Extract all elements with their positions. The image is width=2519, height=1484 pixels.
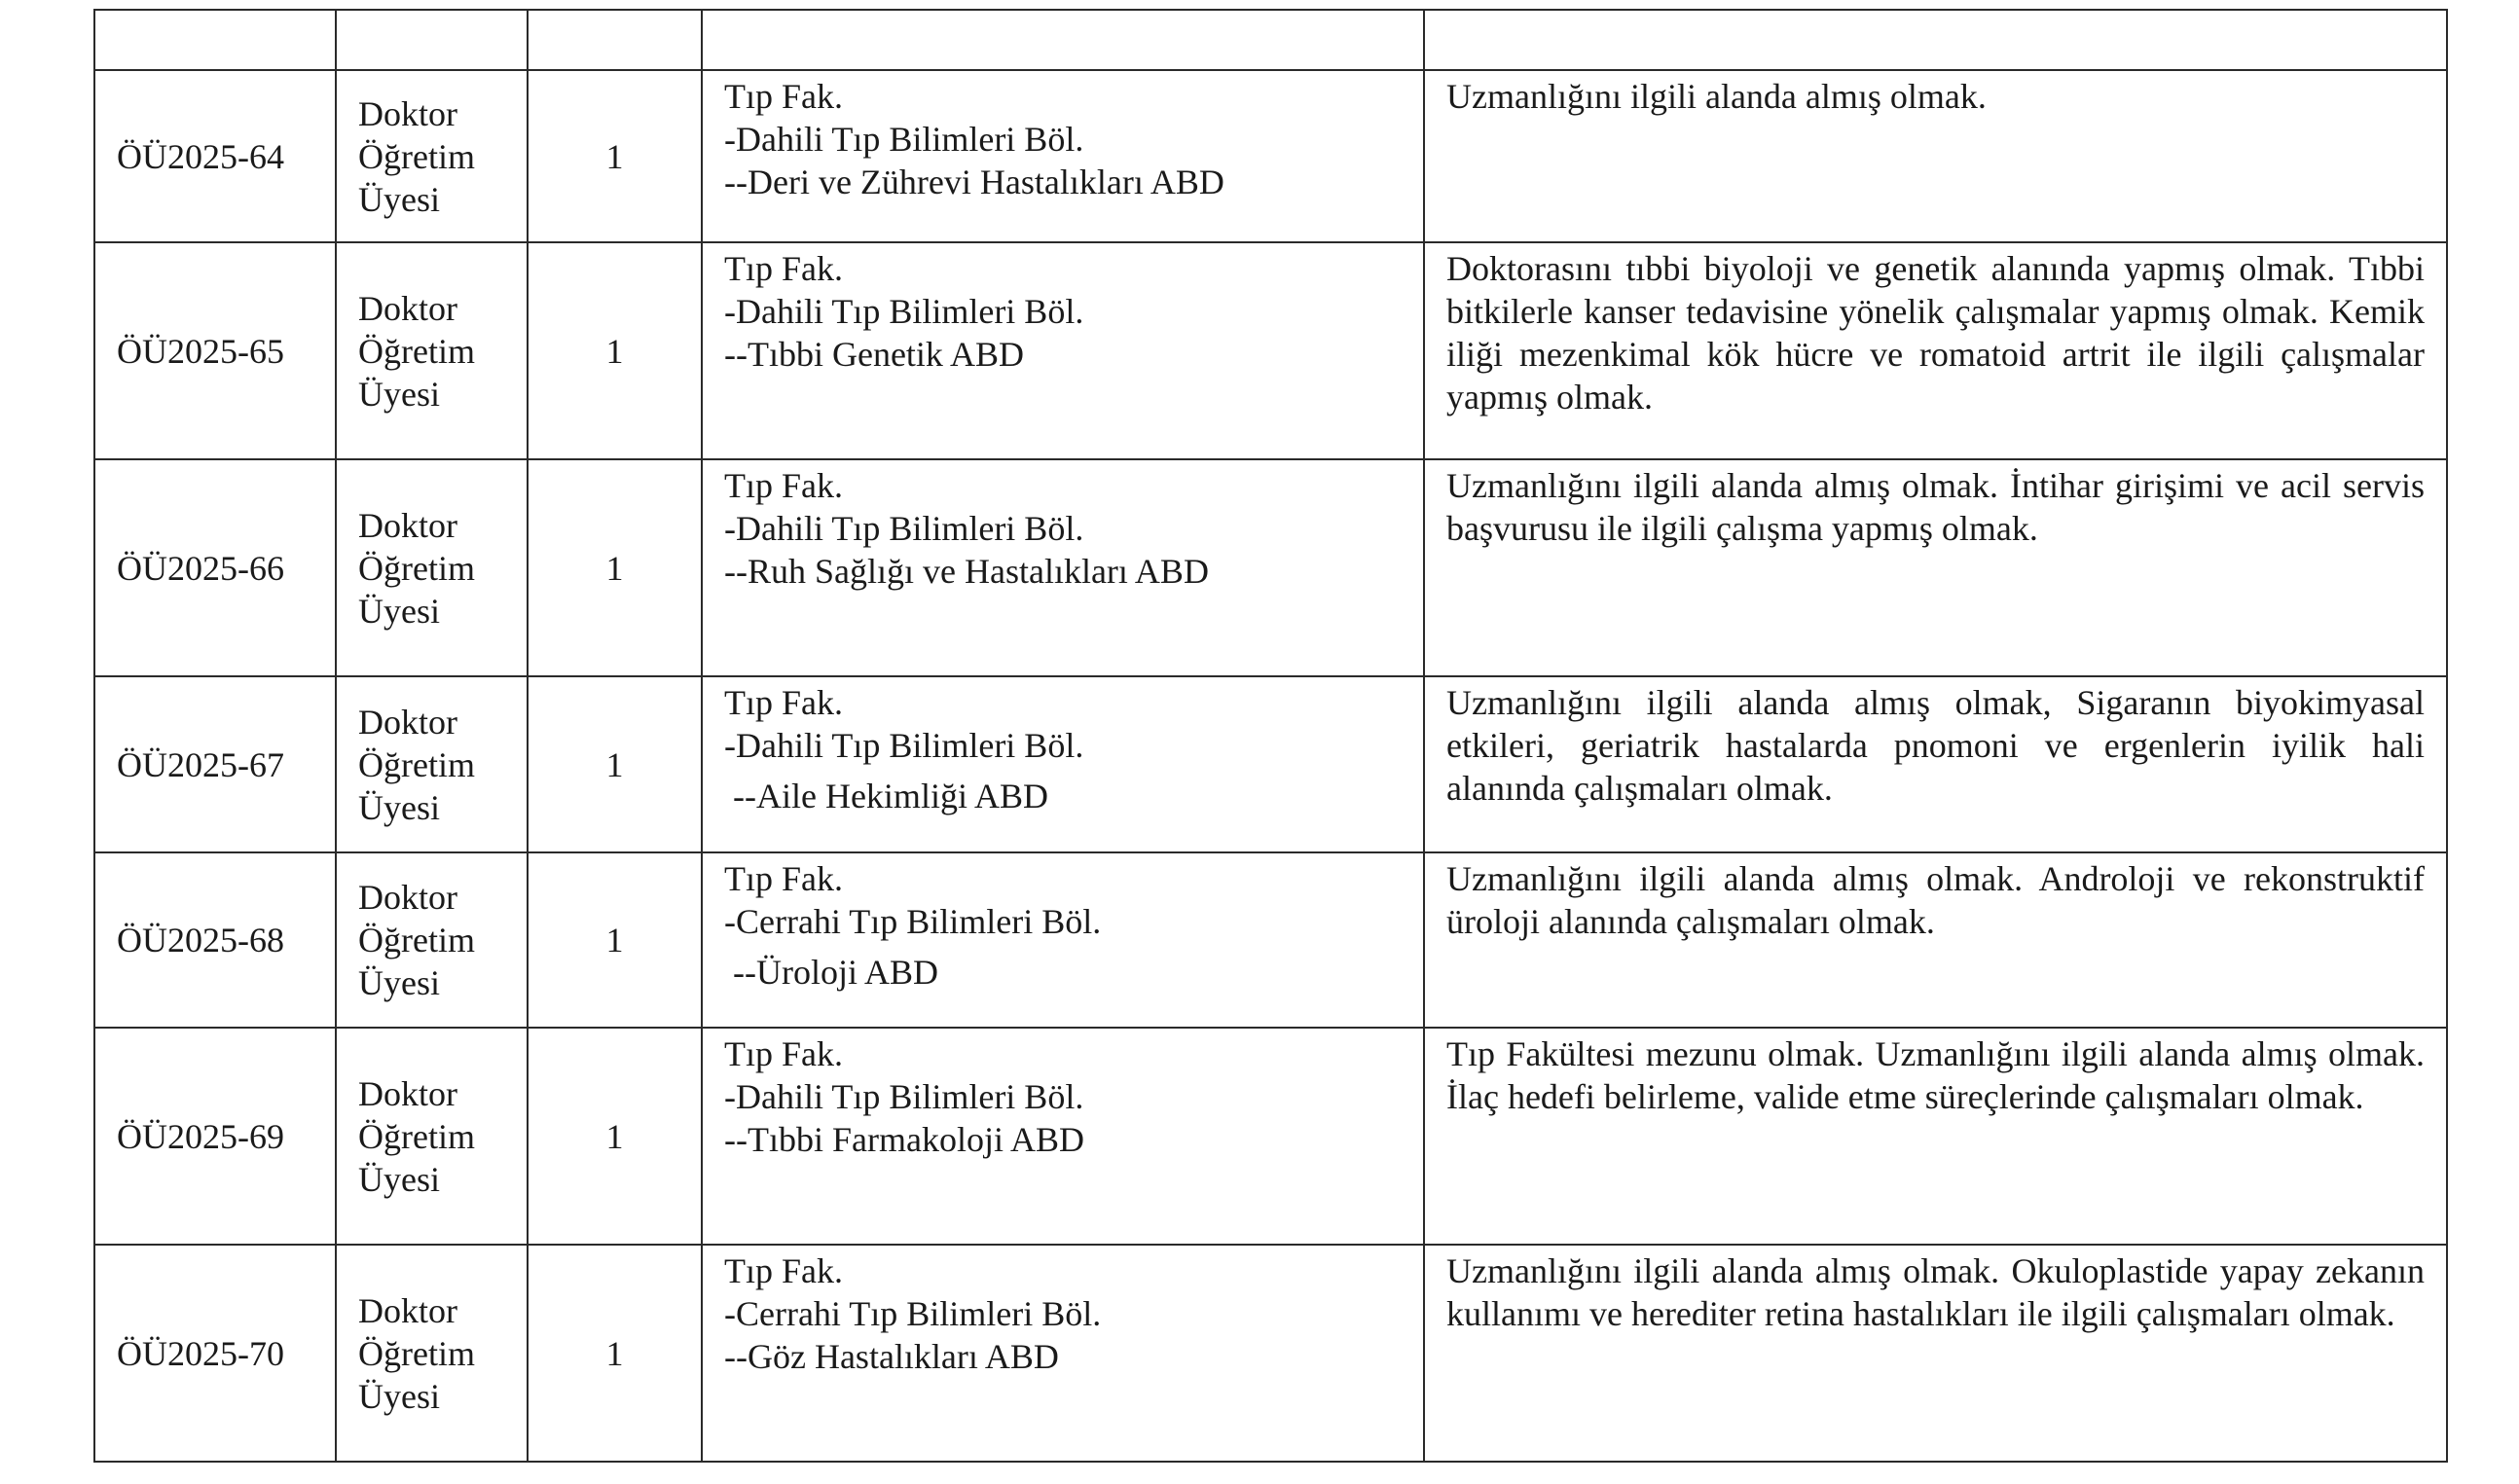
position-title: Doktor Öğretim Üyesi: [336, 852, 528, 1028]
empty-cell: [94, 10, 336, 70]
position-unit: Tıp Fak. -Dahili Tıp Bilimleri Böl. --Deri ve Zührevi Hastalıkları ABD: [702, 70, 1424, 242]
position-title: Doktor Öğretim Üyesi: [336, 1245, 528, 1462]
table-row: [94, 242, 2447, 459]
position-unit: Tıp Fak. -Dahili Tıp Bilimleri Böl. --Tıbbi Farmakoloji ABD: [702, 1028, 1424, 1245]
position-count: 1: [528, 1028, 702, 1245]
position-count: 1: [528, 242, 702, 459]
position-title: Doktor Öğretim Üyesi: [336, 676, 528, 852]
table-row: [94, 852, 2447, 1028]
position-unit: Tıp Fak. -Cerrahi Tıp Bilimleri Böl. --Göz Hastalıkları ABD: [702, 1245, 1424, 1462]
position-requirement: Tıp Fakültesi mezunu olmak. Uzmanlığını ilgili alanda almış olmak. İlaç hedefi belirleme, valide etme süreçlerinde çalışmaları olmak.: [1424, 1028, 2447, 1245]
table-row: [94, 1028, 2447, 1245]
position-count: 1: [528, 676, 702, 852]
position-title: Doktor Öğretim Üyesi: [336, 459, 528, 676]
table-row: [94, 676, 2447, 852]
position-unit: Tıp Fak. -Dahili Tıp Bilimleri Böl. --Ruh Sağlığı ve Hastalıkları ABD: [702, 459, 1424, 676]
position-unit: Tıp Fak. -Dahili Tıp Bilimleri Böl. --Tıbbi Genetik ABD: [702, 242, 1424, 459]
position-code: ÖÜ2025-64: [94, 70, 336, 242]
empty-cell: [336, 10, 528, 70]
position-code: ÖÜ2025-68: [94, 852, 336, 1028]
position-requirement: Uzmanlığını ilgili alanda almış olmak. Okuloplastide yapay zekanın kullanımı ve herediter retina hastalıkları ile ilgili çalışmaları olmak.: [1424, 1245, 2447, 1462]
position-count: 1: [528, 852, 702, 1028]
position-unit: Tıp Fak. -Dahili Tıp Bilimleri Böl. --Aile Hekimliği ABD: [702, 676, 1424, 852]
position-requirement: Doktorasını tıbbi biyoloji ve genetik alanında yapmış olmak. Tıbbi bitkilerle kanser tedavisine yönelik çalışmalar yapmış olmak. Kemik iliği mezenkimal kök hücre ve romatoid artrit ile ilgili çalışmalar yapmış olmak.: [1424, 242, 2447, 459]
table-row: [94, 459, 2447, 676]
empty-cell: [1424, 10, 2447, 70]
table-row-blank: [94, 10, 2447, 70]
position-code: ÖÜ2025-70: [94, 1245, 336, 1462]
position-code: ÖÜ2025-67: [94, 676, 336, 852]
position-code: ÖÜ2025-65: [94, 242, 336, 459]
positions-table: [93, 9, 2448, 1463]
position-requirement: Uzmanlığını ilgili alanda almış olmak, Sigaranın biyokimyasal etkileri, geriatrik hastalarda pnomoni ve ergenlerin iyilik hali alanında çalışmaları olmak.: [1424, 676, 2447, 852]
position-count: 1: [528, 459, 702, 676]
position-title: Doktor Öğretim Üyesi: [336, 242, 528, 459]
position-code: ÖÜ2025-69: [94, 1028, 336, 1245]
position-title: Doktor Öğretim Üyesi: [336, 70, 528, 242]
position-unit: Tıp Fak. -Cerrahi Tıp Bilimleri Böl. --Üroloji ABD: [702, 852, 1424, 1028]
position-title: Doktor Öğretim Üyesi: [336, 1028, 528, 1245]
position-requirement: Uzmanlığını ilgili alanda almış olmak.: [1424, 70, 2447, 242]
position-count: 1: [528, 70, 702, 242]
position-requirement: Uzmanlığını ilgili alanda almış olmak. Androloji ve rekonstruktif üroloji alanında çalışmaları olmak.: [1424, 852, 2447, 1028]
position-requirement: Uzmanlığını ilgili alanda almış olmak. İntihar girişimi ve acil servis başvurusu ile ilgili çalışma yapmış olmak.: [1424, 459, 2447, 676]
position-count: 1: [528, 1245, 702, 1462]
empty-cell: [702, 10, 1424, 70]
table-row: [94, 1245, 2447, 1462]
position-code: ÖÜ2025-66: [94, 459, 336, 676]
empty-cell: [528, 10, 702, 70]
table-row: [94, 70, 2447, 242]
